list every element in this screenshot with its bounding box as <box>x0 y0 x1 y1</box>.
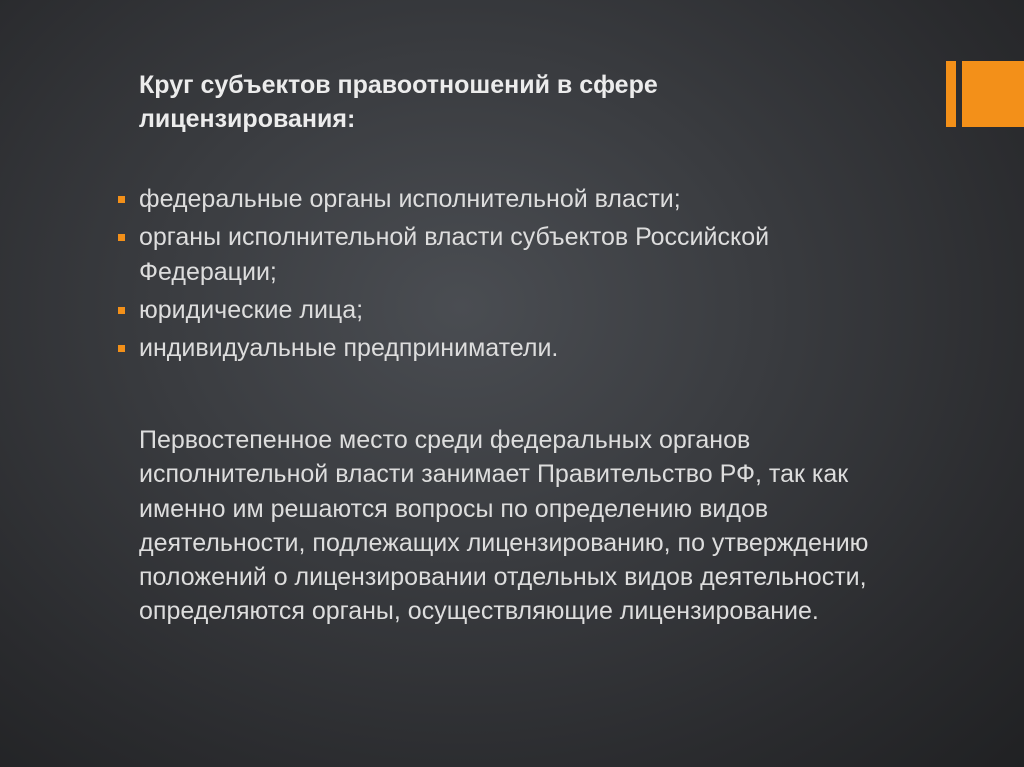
bullet-text: органы исполнительной власти субъектов Российской Федерации; <box>139 223 770 286</box>
bullet-text: индивидуальные предприниматели. <box>139 334 559 362</box>
bullet-list <box>117 182 897 369</box>
slide-title: Круг субъектов правоотношений в сфере лицензирования: <box>139 71 658 133</box>
bullet-square-icon <box>118 345 125 352</box>
bullet-text: федеральные органы исполнительной власти; <box>139 185 681 213</box>
bullet-item-federal-bodies <box>117 182 897 217</box>
bullet-item-entrepreneurs <box>117 331 897 366</box>
bullet-text: юридические лица; <box>139 296 364 324</box>
accent-bar-thin <box>946 61 956 127</box>
bullet-square-icon <box>118 196 125 203</box>
bullet-item-regional-bodies <box>117 220 897 290</box>
body-paragraph: Первостепенное место среди федеральных органов исполнительной власти занимает Правительство РФ, так как именно им решаются вопросы по определению видов деятельности, подлежащих лицензированию, по утверждению положений о лицензировании отдельных видов деятельности, определяются органы, осуществляющие лицензирование. <box>139 426 869 626</box>
bullet-square-icon <box>118 234 125 241</box>
bullet-item-legal-entities <box>117 293 897 328</box>
accent-bar-thick <box>962 61 1024 127</box>
bullet-square-icon <box>118 307 125 314</box>
